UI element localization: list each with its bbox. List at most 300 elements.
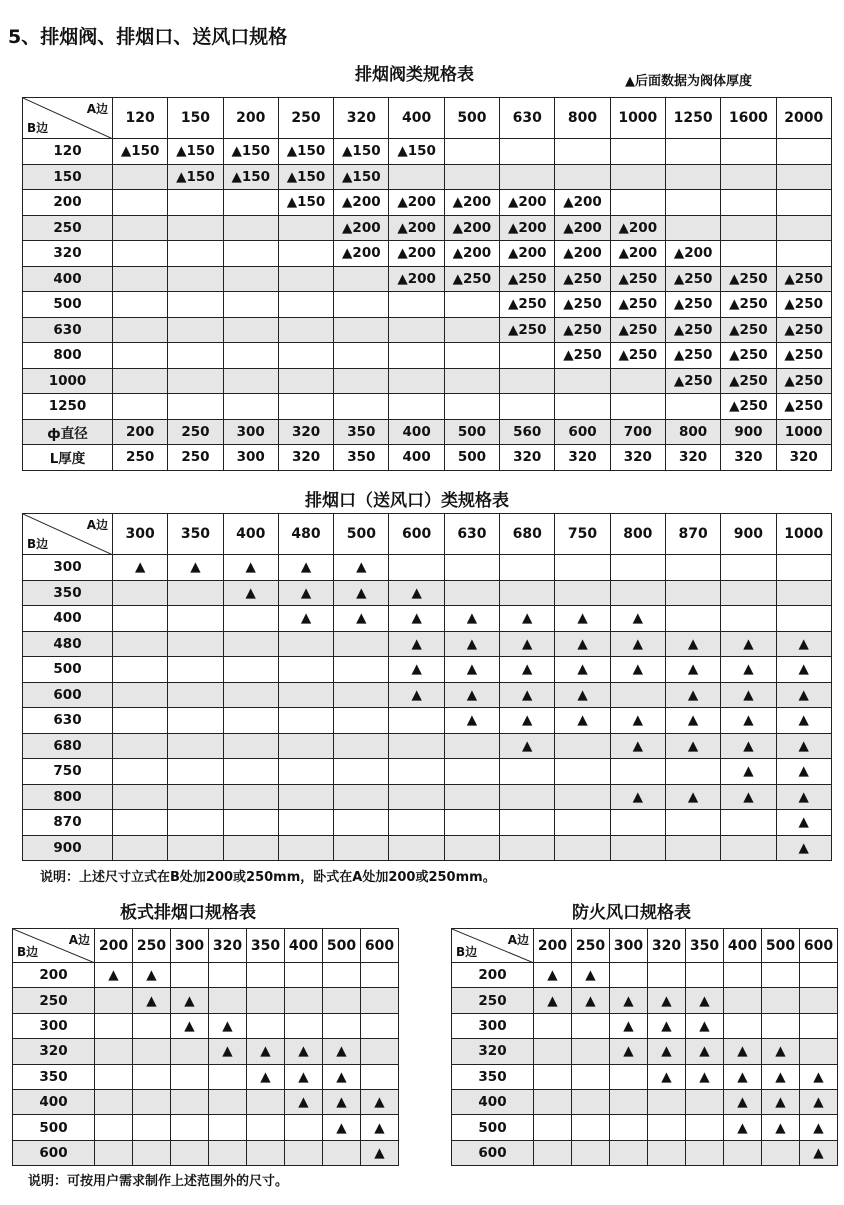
column-header: 1600 — [721, 98, 776, 139]
table-cell: 250 — [168, 419, 223, 445]
table-cell: ▲ — [610, 1039, 648, 1064]
table-cell — [278, 733, 333, 759]
table-row — [23, 606, 832, 632]
table-cell: ▲ — [113, 555, 168, 581]
row-label: 800 — [23, 343, 113, 369]
row-label: 300 — [13, 1013, 95, 1038]
table-cell — [247, 963, 285, 988]
table-cell — [334, 759, 389, 785]
table-cell: ▲ — [721, 784, 776, 810]
table-cell: ▲250 — [721, 266, 776, 292]
table-cell: ▲ — [555, 682, 610, 708]
table-cell: ▲ — [500, 657, 555, 683]
table-row — [13, 1089, 399, 1114]
table-cell: ▲250 — [776, 343, 831, 369]
table-row — [452, 1089, 838, 1114]
table-cell — [247, 1140, 285, 1165]
table-cell — [278, 708, 333, 734]
table-cell — [168, 368, 223, 394]
table-cell — [278, 631, 333, 657]
table-cell: ▲ — [610, 1013, 648, 1038]
table-cell — [721, 580, 776, 606]
table-cell — [334, 266, 389, 292]
table-cell — [95, 1039, 133, 1064]
table-cell — [572, 1013, 610, 1038]
table-cell — [610, 835, 665, 861]
table-cell: ▲ — [209, 1013, 247, 1038]
table-cell — [113, 317, 168, 343]
row-label: 350 — [13, 1064, 95, 1089]
table-cell — [168, 190, 223, 216]
column-header: 200 — [223, 98, 278, 139]
table-cell: ▲ — [776, 810, 831, 836]
table-cell: ▲ — [133, 963, 171, 988]
table-cell — [334, 784, 389, 810]
table-cell — [168, 394, 223, 420]
table-cell: ▲ — [648, 988, 686, 1013]
table-cell — [800, 1013, 838, 1038]
table-cell: ▲200 — [334, 215, 389, 241]
table-cell — [389, 759, 444, 785]
row-label: 150 — [23, 164, 113, 190]
column-header: 500 — [334, 514, 389, 555]
table-cell — [247, 1089, 285, 1114]
column-header: 1000 — [776, 514, 831, 555]
table-cell — [223, 241, 278, 267]
column-header: 2000 — [776, 98, 831, 139]
column-header: 680 — [500, 514, 555, 555]
row-label: 400 — [13, 1089, 95, 1114]
table-cell — [334, 343, 389, 369]
table-cell — [444, 810, 499, 836]
table-cell: ▲250 — [776, 394, 831, 420]
row-label: 1250 — [23, 394, 113, 420]
table-cell: ▲ — [721, 733, 776, 759]
column-header: 1250 — [665, 98, 720, 139]
table-cell — [555, 810, 610, 836]
table-cell — [444, 555, 499, 581]
table-cell: ▲ — [724, 1039, 762, 1064]
column-header: 150 — [168, 98, 223, 139]
table-cell: ▲ — [500, 631, 555, 657]
table-cell: ▲250 — [776, 368, 831, 394]
table-cell: ▲200 — [444, 215, 499, 241]
table-cell: ▲ — [648, 1039, 686, 1064]
table-cell — [665, 759, 720, 785]
table2-note: 说明：上述尺寸立式在B处加200或250mm，卧式在A处加200或250mm。 — [40, 870, 496, 885]
table-cell — [113, 784, 168, 810]
table-cell: ▲150 — [389, 139, 444, 165]
table-cell — [776, 139, 831, 165]
table-cell — [113, 657, 168, 683]
table-cell — [389, 835, 444, 861]
corner-cell — [23, 514, 113, 555]
table-cell: ▲ — [776, 657, 831, 683]
table-cell: 500 — [444, 419, 499, 445]
table-cell: ▲ — [686, 1039, 724, 1064]
table-cell — [665, 555, 720, 581]
table-row — [13, 1039, 399, 1064]
table-cell: 320 — [278, 445, 333, 471]
table-cell — [500, 343, 555, 369]
table-cell: ▲ — [610, 606, 665, 632]
table-cell — [361, 1064, 399, 1089]
column-header: 400 — [724, 929, 762, 963]
table-cell: ▲150 — [278, 190, 333, 216]
table-cell — [247, 1115, 285, 1140]
table-cell: ▲ — [776, 784, 831, 810]
table-row — [23, 835, 832, 861]
table-cell — [721, 835, 776, 861]
table-cell: ▲200 — [610, 241, 665, 267]
table-cell: 300 — [223, 445, 278, 471]
table-cell — [171, 963, 209, 988]
table-cell: ▲ — [361, 1115, 399, 1140]
table-cell — [572, 1039, 610, 1064]
table-cell: ▲ — [278, 555, 333, 581]
table-cell: ▲ — [555, 631, 610, 657]
table-cell — [444, 580, 499, 606]
table2-title: 排烟口（送风口）类规格表 — [305, 491, 509, 511]
table-cell: 320 — [278, 419, 333, 445]
table-row — [23, 784, 832, 810]
table-cell: ▲ — [776, 733, 831, 759]
table-row — [23, 343, 832, 369]
table-cell — [500, 164, 555, 190]
column-header: 300 — [171, 929, 209, 963]
row-label: 120 — [23, 139, 113, 165]
table-cell — [278, 657, 333, 683]
row-label: 600 — [13, 1140, 95, 1165]
table-cell — [168, 292, 223, 318]
table-cell — [610, 1140, 648, 1165]
table-cell — [171, 1039, 209, 1064]
table-cell — [223, 810, 278, 836]
table-cell: ▲ — [278, 606, 333, 632]
table-cell — [572, 1089, 610, 1114]
table-cell: 320 — [776, 445, 831, 471]
table-cell: ▲200 — [500, 241, 555, 267]
table-cell — [223, 733, 278, 759]
table-cell: ▲ — [500, 682, 555, 708]
table-cell: ▲ — [762, 1064, 800, 1089]
table-cell — [724, 963, 762, 988]
table-cell — [444, 164, 499, 190]
table-cell — [133, 1115, 171, 1140]
table-cell: ▲ — [171, 988, 209, 1013]
column-header: 500 — [323, 929, 361, 963]
table-cell — [500, 784, 555, 810]
row-label: 300 — [23, 555, 113, 581]
table-cell: ▲200 — [610, 215, 665, 241]
table-cell: ▲ — [323, 1039, 361, 1064]
corner-cell — [452, 929, 534, 963]
table-cell: ▲ — [389, 631, 444, 657]
column-header: 500 — [762, 929, 800, 963]
table-cell: ▲ — [500, 606, 555, 632]
table-cell — [168, 631, 223, 657]
table-cell: ▲ — [555, 606, 610, 632]
table-cell — [168, 580, 223, 606]
table-cell: ▲ — [389, 682, 444, 708]
table-cell: 600 — [555, 419, 610, 445]
table-cell: 250 — [168, 445, 223, 471]
table-cell — [665, 164, 720, 190]
row-label: 250 — [13, 988, 95, 1013]
table-cell — [534, 1013, 572, 1038]
row-label: 200 — [13, 963, 95, 988]
table-cell: ▲250 — [555, 317, 610, 343]
row-label: 500 — [13, 1115, 95, 1140]
table-cell — [209, 1089, 247, 1114]
table-cell — [686, 1140, 724, 1165]
table1-note: ▲后面数据为阀体厚度 — [625, 74, 752, 89]
table-cell: ▲ — [500, 733, 555, 759]
table-cell: ▲ — [334, 555, 389, 581]
row-label: 900 — [23, 835, 113, 861]
table-cell — [278, 784, 333, 810]
table-cell: 400 — [389, 445, 444, 471]
table-cell — [133, 1013, 171, 1038]
table-cell — [762, 988, 800, 1013]
row-label: 480 — [23, 631, 113, 657]
table-cell — [721, 215, 776, 241]
table-cell — [113, 835, 168, 861]
row-label: 630 — [23, 317, 113, 343]
table-cell — [95, 1013, 133, 1038]
table-cell — [555, 139, 610, 165]
corner-a-label: A边 — [86, 518, 108, 532]
table-row — [13, 1013, 399, 1038]
table-cell: ▲200 — [500, 190, 555, 216]
table-cell: ▲ — [724, 1064, 762, 1089]
table-cell — [389, 394, 444, 420]
table-cell: ▲ — [389, 606, 444, 632]
table-row — [23, 657, 832, 683]
table-cell — [168, 606, 223, 632]
table-cell — [610, 555, 665, 581]
table-cell — [223, 317, 278, 343]
table-cell: 800 — [665, 419, 720, 445]
table-cell — [610, 139, 665, 165]
table-cell — [534, 1039, 572, 1064]
table3-note: 说明：可按用户需求制作上述范围外的尺寸。 — [28, 1174, 289, 1189]
table-cell — [278, 266, 333, 292]
table-cell — [133, 1140, 171, 1165]
table-cell — [361, 1039, 399, 1064]
table-cell — [113, 164, 168, 190]
table-row — [452, 1013, 838, 1038]
table-cell — [724, 1013, 762, 1038]
table-cell — [113, 190, 168, 216]
table-cell: ▲250 — [500, 317, 555, 343]
column-header: 800 — [610, 514, 665, 555]
table-cell — [534, 1089, 572, 1114]
table-cell: ▲250 — [721, 292, 776, 318]
row-label: 400 — [23, 606, 113, 632]
table-cell: ▲200 — [500, 215, 555, 241]
table3-title: 板式排烟口规格表 — [120, 903, 256, 923]
table-cell: ▲250 — [610, 266, 665, 292]
table-cell — [665, 215, 720, 241]
table-cell: 320 — [721, 445, 776, 471]
table-cell: 500 — [444, 445, 499, 471]
table-cell: ▲ — [721, 682, 776, 708]
table-cell — [334, 733, 389, 759]
table-cell — [323, 963, 361, 988]
table-cell — [776, 190, 831, 216]
table-cell — [721, 164, 776, 190]
table-cell: ▲250 — [555, 266, 610, 292]
column-header: 320 — [334, 98, 389, 139]
table-cell — [648, 1140, 686, 1165]
table-cell: 560 — [500, 419, 555, 445]
table-cell: ▲ — [555, 657, 610, 683]
table-cell — [444, 835, 499, 861]
table-cell — [389, 708, 444, 734]
row-label: 500 — [23, 657, 113, 683]
table-cell — [686, 1089, 724, 1114]
table-cell: ▲150 — [168, 164, 223, 190]
table-cell: ▲250 — [665, 292, 720, 318]
table-cell: ▲ — [721, 708, 776, 734]
table-cell: ▲150 — [278, 164, 333, 190]
row-label: L厚度 — [23, 445, 113, 471]
table-cell — [223, 368, 278, 394]
table-cell — [278, 317, 333, 343]
row-label: 600 — [452, 1140, 534, 1165]
table-cell: ▲200 — [555, 215, 610, 241]
table-cell — [113, 810, 168, 836]
table-cell — [610, 682, 665, 708]
table-cell: ▲150 — [278, 139, 333, 165]
table-cell — [389, 343, 444, 369]
table-cell — [800, 988, 838, 1013]
column-header: 630 — [500, 98, 555, 139]
table-cell: 320 — [555, 445, 610, 471]
table-cell: ▲200 — [334, 241, 389, 267]
table-cell — [168, 343, 223, 369]
table-cell: 250 — [113, 445, 168, 471]
table-cell — [223, 606, 278, 632]
table-cell: ▲ — [721, 657, 776, 683]
row-label: ф直径 — [23, 419, 113, 445]
table-cell — [168, 810, 223, 836]
table-cell — [113, 682, 168, 708]
table-row — [23, 810, 832, 836]
column-header: 1000 — [610, 98, 665, 139]
table-cell: ▲250 — [444, 266, 499, 292]
column-header: 250 — [278, 98, 333, 139]
table-cell — [95, 1089, 133, 1114]
table-cell — [168, 835, 223, 861]
table-cell — [389, 164, 444, 190]
table-cell: 700 — [610, 419, 665, 445]
table-cell: ▲ — [285, 1064, 323, 1089]
column-header: 480 — [278, 514, 333, 555]
column-header: 250 — [572, 929, 610, 963]
column-header: 200 — [534, 929, 572, 963]
table-cell: ▲250 — [776, 266, 831, 292]
table-cell — [724, 1140, 762, 1165]
table-cell — [223, 190, 278, 216]
table-cell — [444, 759, 499, 785]
table-cell — [278, 835, 333, 861]
table-cell — [209, 963, 247, 988]
table-cell: 320 — [610, 445, 665, 471]
table-row — [23, 190, 832, 216]
table-cell — [665, 606, 720, 632]
table-cell: ▲250 — [721, 394, 776, 420]
table-cell: ▲ — [334, 580, 389, 606]
table-cell: ▲150 — [168, 139, 223, 165]
table-cell: ▲200 — [665, 241, 720, 267]
table-cell — [555, 784, 610, 810]
corner-a-label: A边 — [86, 102, 108, 116]
table-cell: ▲200 — [334, 190, 389, 216]
table-cell: 350 — [334, 445, 389, 471]
table-cell: ▲ — [223, 580, 278, 606]
table-cell — [171, 1115, 209, 1140]
table-cell: ▲ — [500, 708, 555, 734]
table-cell — [776, 215, 831, 241]
table-cell — [610, 1064, 648, 1089]
table-cell — [444, 784, 499, 810]
table-cell: ▲250 — [665, 368, 720, 394]
table-cell — [721, 190, 776, 216]
table-cell — [762, 963, 800, 988]
corner-b-label: B边 — [27, 121, 49, 135]
corner-b-label: B边 — [456, 945, 478, 959]
table-cell — [534, 1064, 572, 1089]
table-cell — [500, 580, 555, 606]
table-cell — [285, 1013, 323, 1038]
table-cell — [444, 394, 499, 420]
table-cell: ▲250 — [721, 317, 776, 343]
column-header: 300 — [113, 514, 168, 555]
column-header: 400 — [223, 514, 278, 555]
table-cell: ▲200 — [389, 241, 444, 267]
table-cell — [724, 988, 762, 1013]
header-row — [452, 929, 838, 963]
table-cell — [776, 606, 831, 632]
column-header: 600 — [361, 929, 399, 963]
table-cell — [223, 394, 278, 420]
table-cell — [168, 682, 223, 708]
table-cell — [500, 810, 555, 836]
table-cell: ▲200 — [444, 241, 499, 267]
table-cell: ▲ — [665, 657, 720, 683]
table-cell: ▲ — [800, 1064, 838, 1089]
table-cell — [113, 606, 168, 632]
table-cell — [572, 1064, 610, 1089]
table-cell — [776, 241, 831, 267]
column-header: 200 — [95, 929, 133, 963]
table-cell — [762, 1013, 800, 1038]
table-cell — [572, 1115, 610, 1140]
corner-a-label: A边 — [507, 933, 529, 947]
table-cell — [209, 988, 247, 1013]
table-cell — [113, 631, 168, 657]
table-cell: ▲ — [610, 631, 665, 657]
table-cell: ▲ — [610, 708, 665, 734]
table-cell — [361, 963, 399, 988]
table-cell — [278, 292, 333, 318]
table-cell — [610, 1089, 648, 1114]
table-cell — [500, 394, 555, 420]
table-cell: ▲150 — [334, 164, 389, 190]
row-label: 750 — [23, 759, 113, 785]
